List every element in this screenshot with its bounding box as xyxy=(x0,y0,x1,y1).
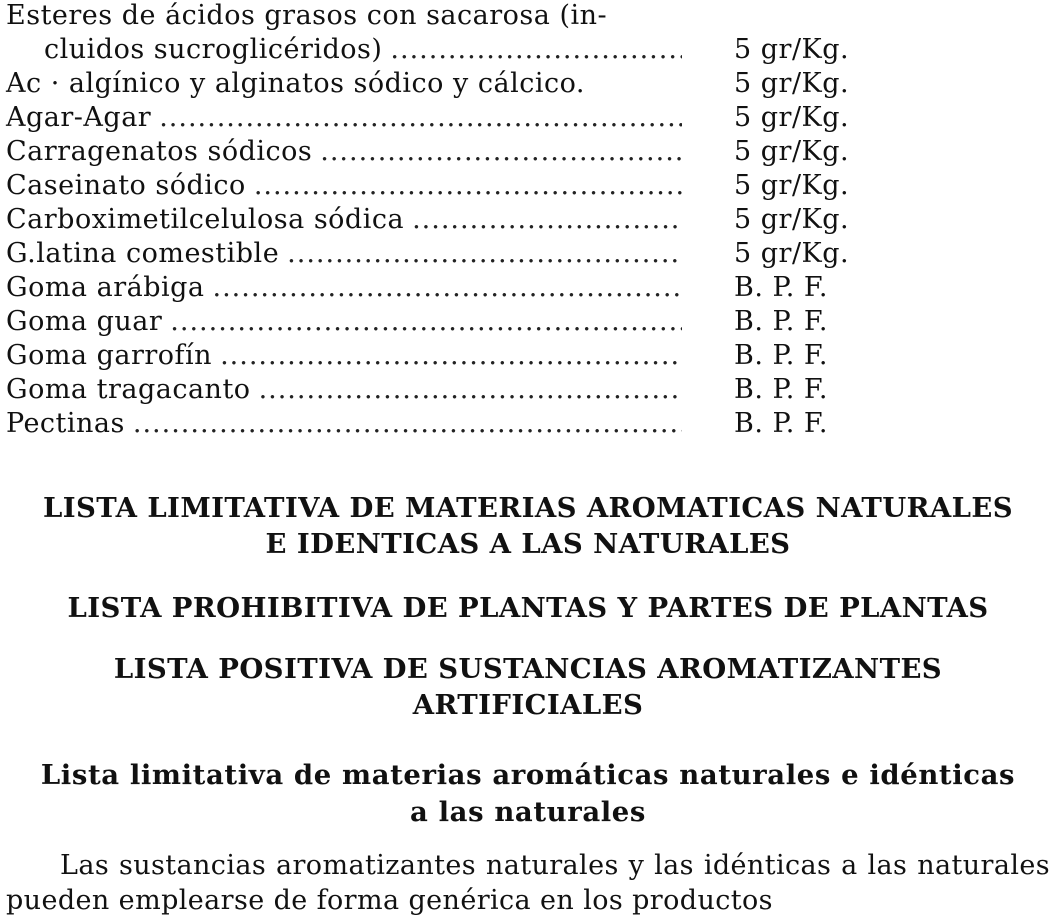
row-value: 5 gr/Kg. xyxy=(734,68,850,99)
table-row xyxy=(44,34,850,68)
row-name: G.latina comestible xyxy=(6,238,280,269)
row-value: B. P. F. xyxy=(734,374,828,405)
leader-dots xyxy=(320,136,682,167)
table-row xyxy=(6,204,850,238)
table-row xyxy=(6,306,828,340)
row-name: cluidos sucroglicéridos) xyxy=(44,34,383,65)
row-value: 5 gr/Kg. xyxy=(734,102,850,133)
body-paragraph: Las sustancias aromatizantes naturales y las idénticas a las naturales pueden emplearse de forma genérica en los productos xyxy=(6,850,1050,916)
row-name: Carboximetilcelulosa sódica xyxy=(6,204,405,235)
leader-dots xyxy=(159,102,682,133)
row-name: Pectinas xyxy=(6,408,125,439)
leader-dots xyxy=(412,204,682,235)
row-name: Caseinato sódico xyxy=(6,170,246,201)
leader-dots xyxy=(220,340,682,371)
leader-dots xyxy=(254,170,682,201)
table-row xyxy=(6,238,850,272)
row-value: 5 gr/Kg. xyxy=(734,204,850,235)
row-name: Agar-Agar xyxy=(6,102,152,133)
row-name: Goma garrofín xyxy=(6,340,213,371)
leader-dots xyxy=(390,34,682,65)
row-name: Carragenatos sódicos xyxy=(6,136,313,167)
row-name: Ac · algínico y alginatos sódico y cálcico. xyxy=(6,68,585,99)
row-value: B. P. F. xyxy=(734,306,828,337)
table-row xyxy=(6,272,828,306)
leader-dots xyxy=(287,238,682,269)
section-heading-line: LISTA POSITIVA DE SUSTANCIAS AROMATIZANTES xyxy=(113,653,943,685)
table-row xyxy=(6,408,828,442)
row-value: B. P. F. xyxy=(734,272,828,303)
table-row xyxy=(6,340,828,374)
subheading-line: Lista limitativa de materias aromáticas naturales e idénticas xyxy=(40,759,1016,791)
row-name: Esteres de ácidos grasos con sacarosa (in- xyxy=(6,0,608,31)
table-row xyxy=(6,102,850,136)
leader-dots xyxy=(133,408,682,439)
row-value: 5 gr/Kg. xyxy=(734,238,850,269)
row-value: 5 gr/Kg. xyxy=(734,34,850,65)
row-value: 5 gr/Kg. xyxy=(734,170,850,201)
row-value: B. P. F. xyxy=(734,408,828,439)
section-heading-line: LISTA LIMITATIVA DE MATERIAS AROMATICAS NATURALES xyxy=(42,492,1013,524)
table-row xyxy=(6,374,828,408)
table-row xyxy=(6,136,850,170)
leader-dots xyxy=(170,306,682,337)
table-row xyxy=(6,170,850,204)
row-name: Goma tragacanto xyxy=(6,374,251,405)
subheading-line: a las naturales xyxy=(410,796,646,828)
section-heading-line: E IDENTICAS A LAS NATURALES xyxy=(265,528,791,560)
table-row xyxy=(6,68,850,102)
row-value: 5 gr/Kg. xyxy=(734,136,850,167)
leader-dots xyxy=(213,272,682,303)
row-name: Goma guar xyxy=(6,306,163,337)
row-value: B. P. F. xyxy=(734,340,828,371)
row-name: Goma arábiga xyxy=(6,272,205,303)
table-row-first-line xyxy=(6,0,607,34)
section-heading: LISTA PROHIBITIVA DE PLANTAS Y PARTES DE PLANTAS xyxy=(67,592,989,624)
leader-dots xyxy=(259,374,682,405)
section-heading-line: ARTIFICIALES xyxy=(412,689,644,721)
